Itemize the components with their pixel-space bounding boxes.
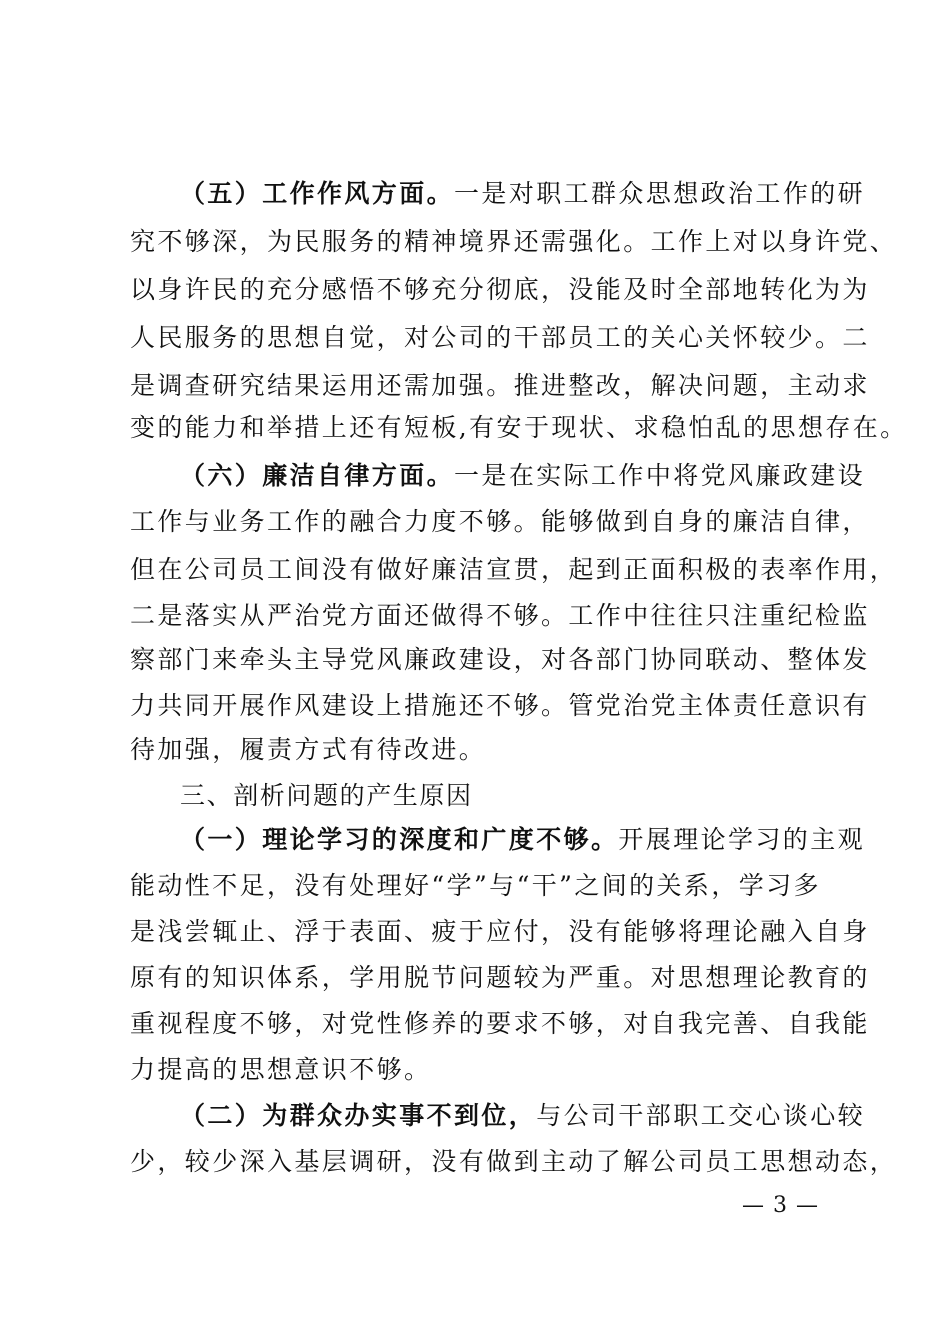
paragraph-line: 力提高的思想意识不够。 xyxy=(130,1055,432,1084)
paragraph-line: 人民服务的思想自觉，对公司的干部员工的关心关怀较少。二 xyxy=(130,323,870,352)
section-label: （五）工作作风方面。 xyxy=(180,179,455,208)
paragraph-line: 待加强，履责方式有待改进。 xyxy=(130,735,487,764)
paragraph-line: 重视程度不够，对党性修养的要求不够，对自我完善、自我能 xyxy=(130,1009,870,1038)
section-label: （六）廉洁自律方面。 xyxy=(180,461,455,490)
paragraph-line: （五）工作作风方面。一是对职工群众思想政治工作的研 xyxy=(180,179,866,208)
paragraph-line: 少，较少深入基层调研，没有做到主动了解公司员工思想动态， xyxy=(130,1147,898,1176)
section-heading: 三、剖析问题的产生原因 xyxy=(180,781,473,810)
paragraph-line: 工作与业务工作的融合力度不够。能够做到自身的廉洁自律， xyxy=(130,507,870,536)
paragraph-line: 原有的知识体系，学用脱节问题较为严重。对思想理论教育的 xyxy=(130,963,870,992)
paragraph-line: 能动性不足，没有处理好“学”与“干”之间的关系，学习多 xyxy=(130,871,821,900)
paragraph-line: （二）为群众办实事不到位，与公司干部职工交心谈心较 xyxy=(180,1101,866,1130)
paragraph-line: 是调查研究结果运用还需加强。推进整改，解决问题，主动求 xyxy=(130,371,870,400)
paragraph-line: 察部门来牵头主导党风廉政建设，对各部门协同联动、整体发 xyxy=(130,645,870,674)
paragraph-line: 以身许民的充分感悟不够充分彻底，没能及时全部地转化为为 xyxy=(130,275,870,304)
section-label: （二）为群众办实事不到位， xyxy=(180,1101,537,1130)
paragraph-line: 究不够深，为民服务的精神境界还需强化。工作上对以身许党、 xyxy=(130,227,898,256)
paragraph-line: 二是落实从严治党方面还做得不够。工作中往往只注重纪检监 xyxy=(130,601,870,630)
paragraph-line: （一）理论学习的深度和广度不够。开展理论学习的主观 xyxy=(180,825,866,854)
paragraph-line: 是浅尝辄止、浮于表面、疲于应付，没有能够将理论融入自身 xyxy=(130,917,870,946)
page-number: — 3 — xyxy=(742,1193,819,1218)
paragraph-line: 变的能力和举措上还有短板,有安于现状、求稳怕乱的思想存在。 xyxy=(130,413,908,442)
paragraph-line: 力共同开展作风建设上措施还不够。管党治党主体责任意识有 xyxy=(130,691,870,720)
paragraph-line: 但在公司员工间没有做好廉洁宣贯，起到正面积极的表率作用， xyxy=(130,555,898,584)
section-label: （一）理论学习的深度和广度不够。 xyxy=(180,825,619,854)
paragraph-line: （六）廉洁自律方面。一是在实际工作中将党风廉政建设 xyxy=(180,461,866,490)
